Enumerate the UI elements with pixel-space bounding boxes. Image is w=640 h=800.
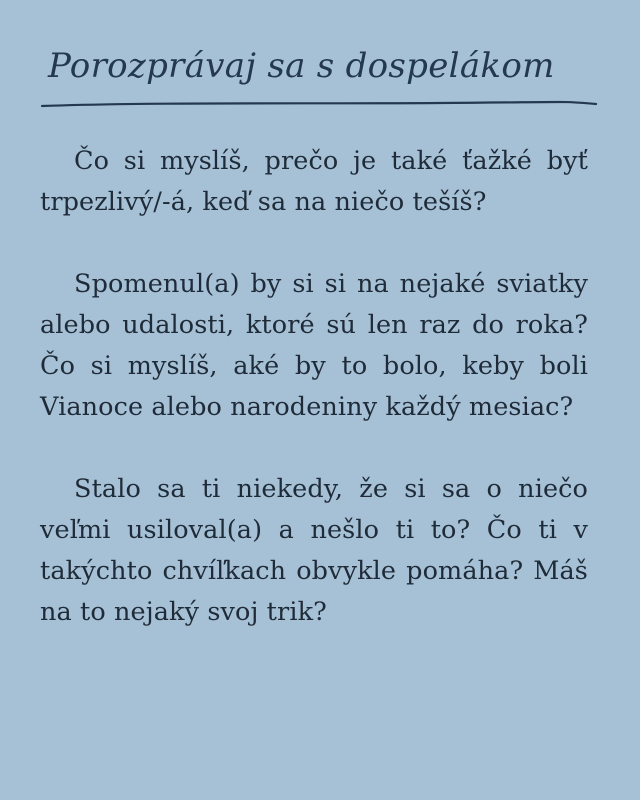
question-paragraph-2: Spomenul(a) by si si na nejaké sviatky alebo udalosti, ktoré sú len raz do roka? Čo si myslíš, aké by to bolo, keby boli Vianoce alebo narodeniny každý mesiac? (40, 269, 588, 422)
page-title: Porozprávaj sa s dospelákom (48, 46, 555, 86)
question-paragraph-1: Čo si myslíš, prečo je také ťažké byť trpezlivý/-á, keď sa na niečo tešíš? (40, 146, 588, 217)
question-paragraph-3: Stalo sa ti niekedy, že si sa o niečo veľmi usiloval(a) a nešlo ti to? Čo ti v takýchto chvíľkach obvykle pomáha? Máš na to nejaký svoj trik? (40, 474, 588, 627)
title-underline (40, 96, 600, 114)
questions-content (40, 141, 588, 633)
title-block (40, 38, 600, 118)
